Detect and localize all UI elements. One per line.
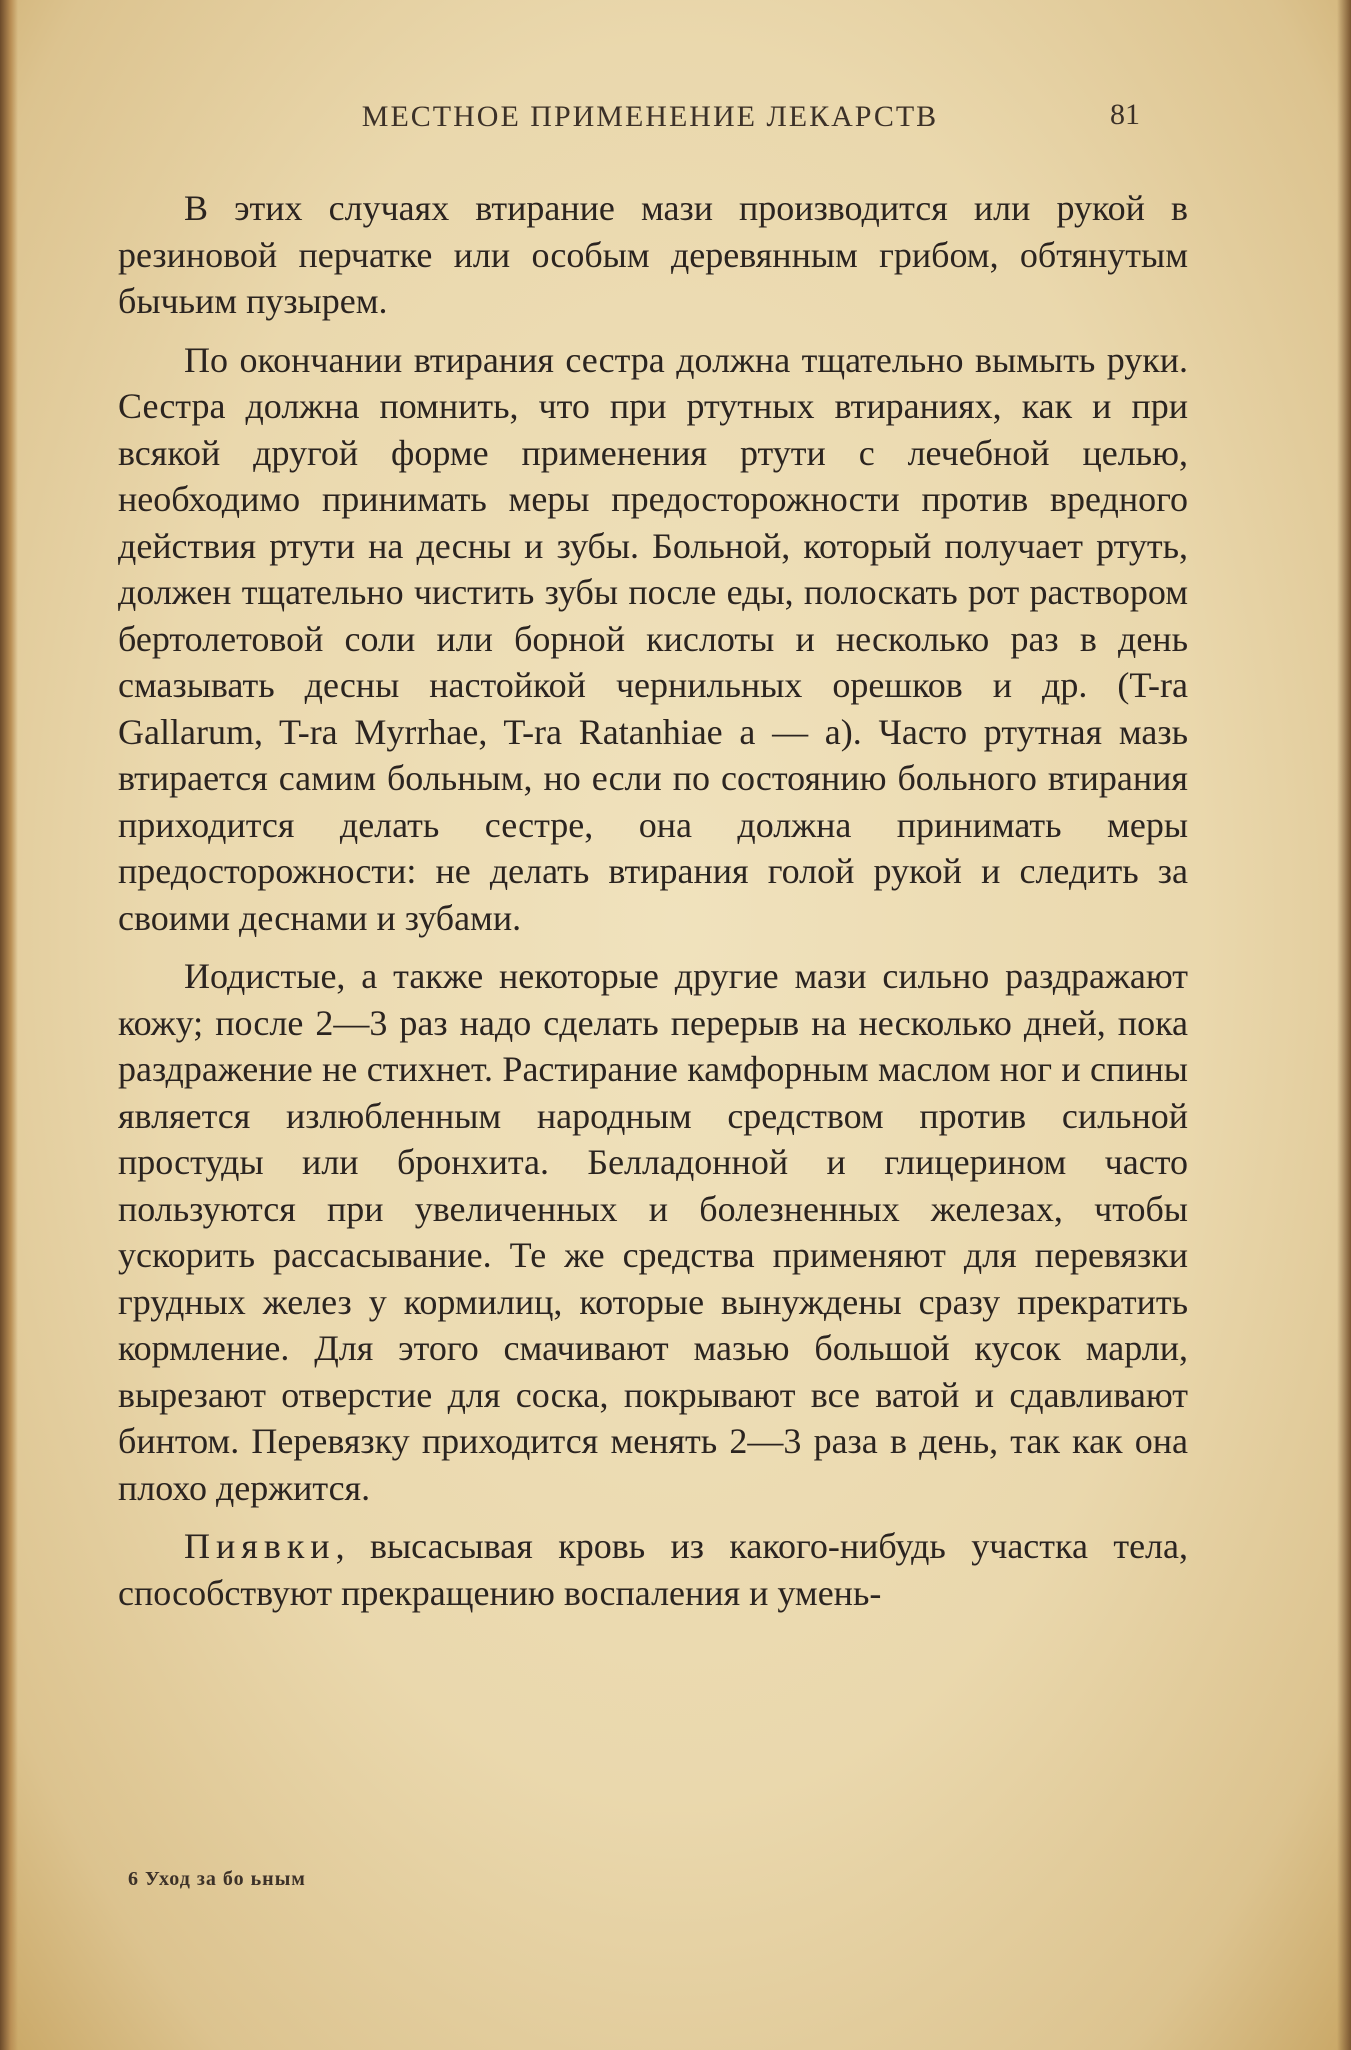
paragraph-3: Иодистые, а также некоторые другие мази сильно раздражают кожу; после 2—3 раз надо сделать перерыв на несколько дней, пока раздражение не стихнет. Растирание камфорным маслом ног и спины является излюбленным народным средством против сильной простуды или бронхита. Белладонной и глицерином часто пользуются при увеличенных и болезненных железах, чтобы ускорить рассасывание. Те же средства применяют для перевязки грудных желез у кормилиц, которые вынуждены сразу прекратить кормление. Для этого смачивают мазью большой кусок марли, вырезают отверстие для соска, покрывают все ватой и сдавливают бинтом. Перевязку приходится менять 2—3 раза в день, так как она плохо держится. [118,956,1188,1508]
spaced-term: Пиявки [184,1526,336,1566]
page-number: 81 [1110,98,1140,131]
printer-signature: 6 Уход за бо ьным [128,1868,306,1890]
paragraph-4-text: , высасывая кровь из какого-нибудь участка тела, способствуют прекращению воспаления и умень- [118,1526,1188,1613]
running-title: МЕСТНОЕ ПРИМЕНЕНИЕ ЛЕКАРСТВ [361,100,939,133]
body-text [118,185,1188,1628]
paragraph-4 [118,1523,1188,1616]
paragraph-1: В этих случаях втирание мази производится или рукой в резиновой перчатке или особым деревянным грибом, обтянутым бычьим пузырем. [118,188,1188,321]
paragraph-2: По окончании втирания сестра должна тщательно вымыть руки. Сестра должна помнить, что при ртутных втираниях, как и при всякой другой форме применения ртути с лечебной целью, необходимо принимать меры предосторожности против вредного действия ртути на десны и зубы. Больной, который получает ртуть, должен тщательно чистить зубы после еды, полоскать рот раствором бертолетовой соли или борной кислоты и несколько раз в день смазывать десны настойкой чернильных орешков и др. (T-ra Gallarum, T-ra Myrrhae, T-ra Ratanhiae a — a). Часто ртутная мазь втирается самим больным, но если по состоянию больного втирания приходится делать сестре, она должна принимать меры предосторожности: не делать втирания голой рукой и следить за своими деснами и зубами. [118,339,1188,938]
